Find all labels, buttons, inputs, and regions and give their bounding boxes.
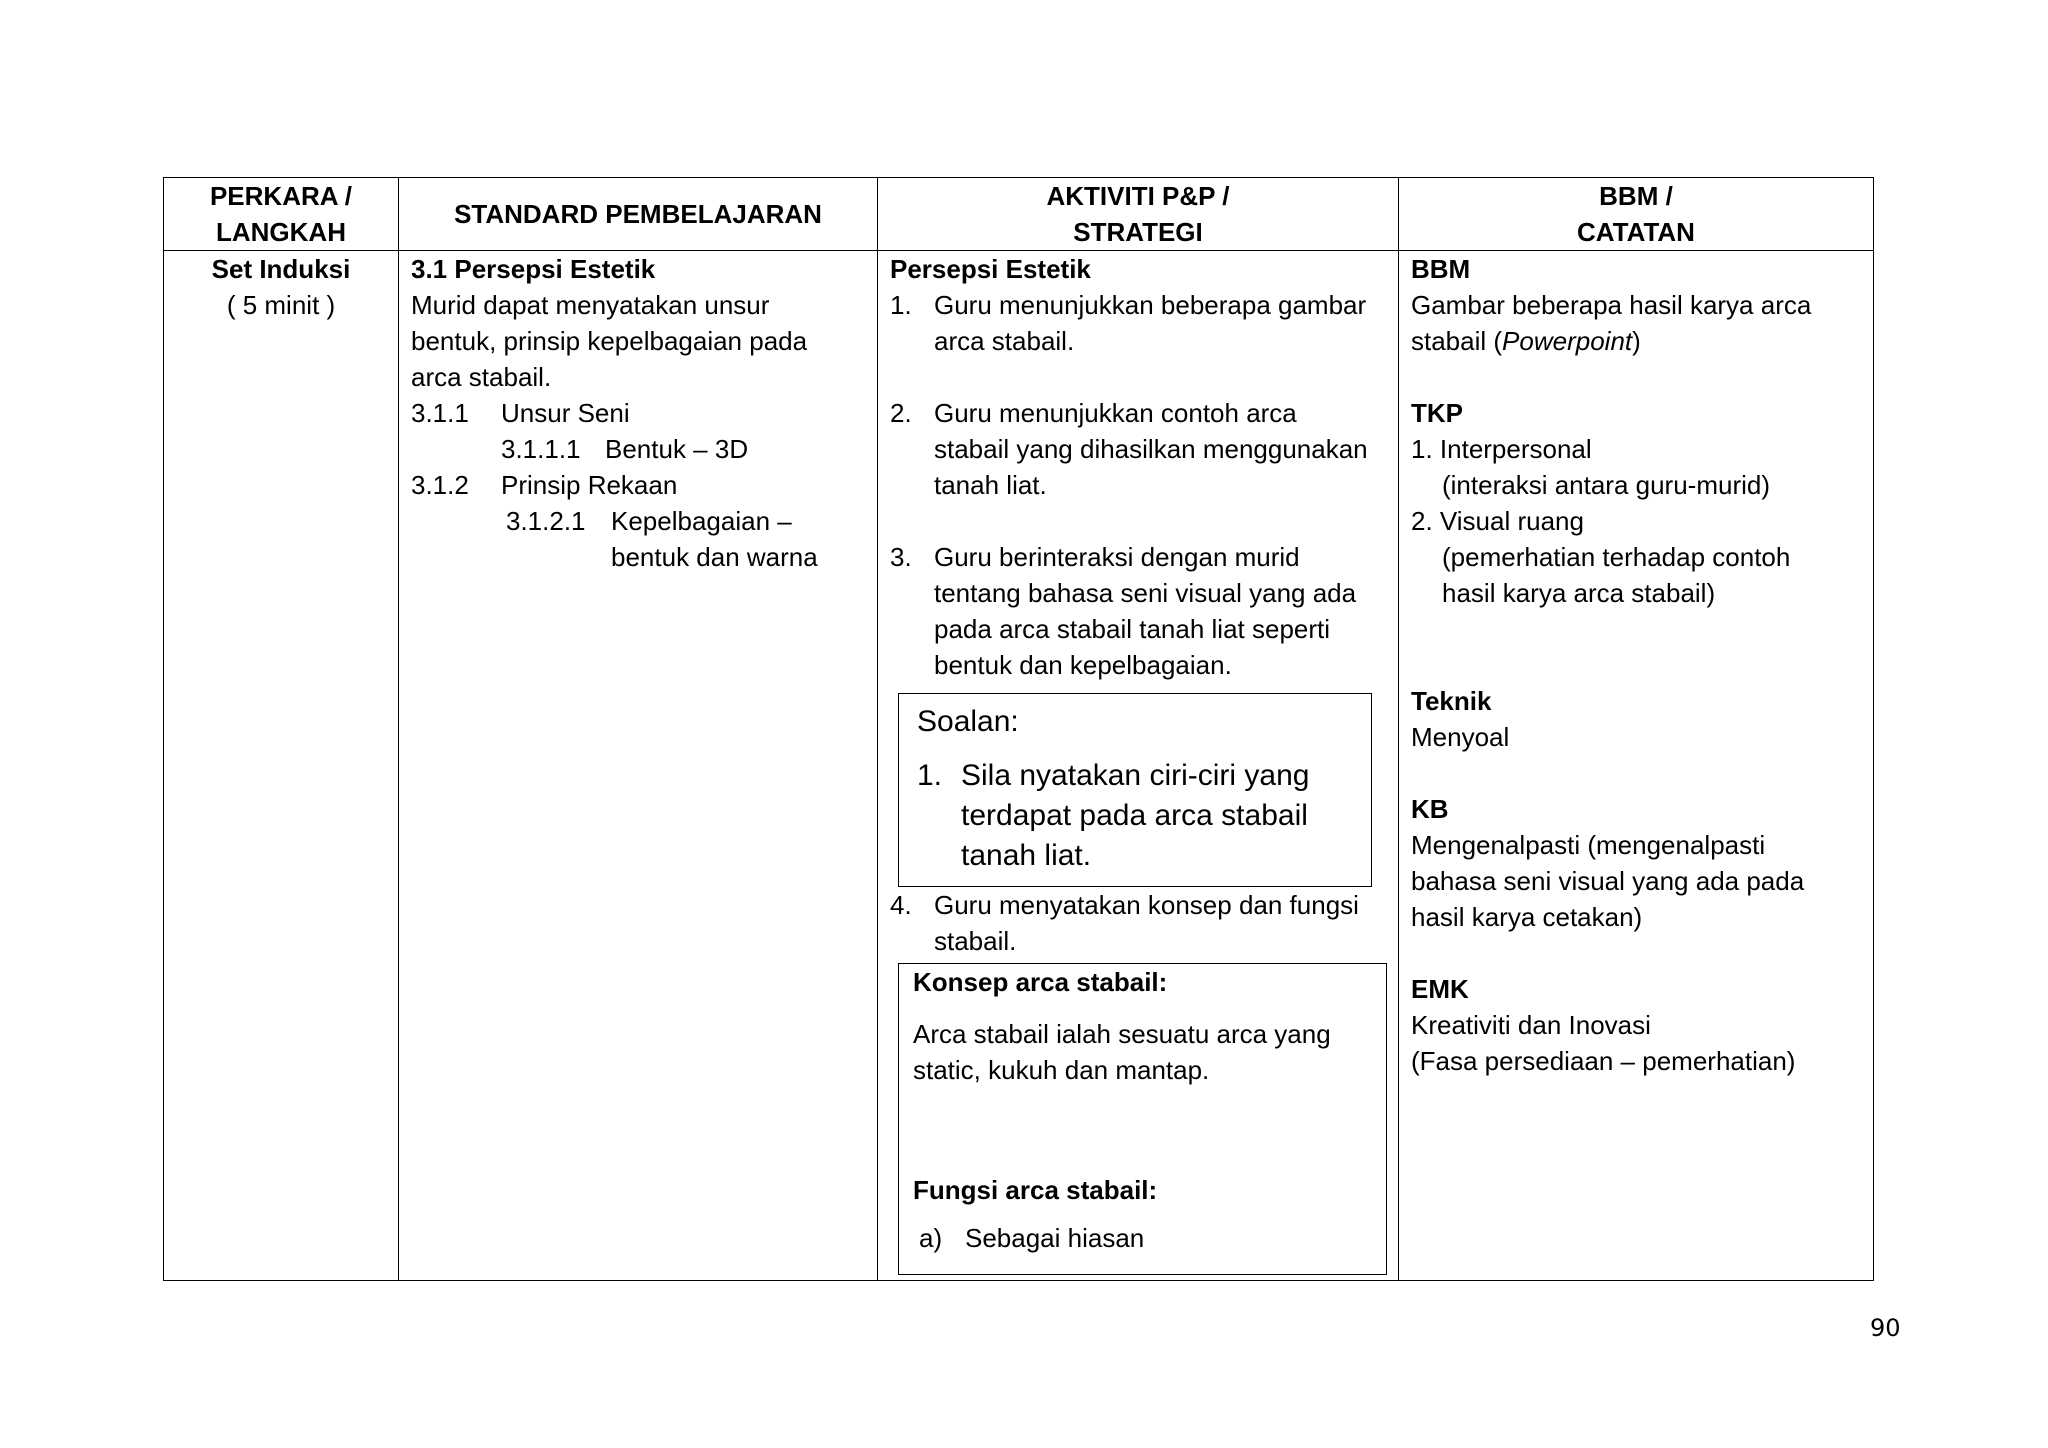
standard-item xyxy=(411,467,865,503)
standard-line: arca stabail. xyxy=(411,362,552,392)
tkp-line: 1. Interpersonal xyxy=(1411,434,1592,464)
step-line: stabail. xyxy=(934,926,1017,956)
standard-item xyxy=(411,395,865,431)
standard-item-text: Kepelbagaian – xyxy=(611,506,792,536)
header-aktiviti xyxy=(878,178,1399,251)
question-item xyxy=(917,756,1353,876)
standard-item-num: 3.1.2.1 xyxy=(506,506,586,536)
concept-box xyxy=(898,963,1387,1275)
kb-title: KB xyxy=(1411,794,1449,824)
header-standard xyxy=(399,178,878,251)
bbm-line-text: ) xyxy=(1632,326,1641,356)
concept-line: static, kukuh dan mantap. xyxy=(913,1055,1210,1085)
question-line: Sila nyatakan ciri-ciri yang xyxy=(961,759,1310,792)
question-number: 1. xyxy=(917,759,943,792)
header-bbm-line1: BBM / xyxy=(1599,181,1673,211)
standard-item xyxy=(411,539,865,575)
header-perkara xyxy=(164,178,399,251)
step-number: 3. xyxy=(890,542,912,572)
standard-item-text: bentuk dan warna xyxy=(611,542,818,572)
step-text xyxy=(934,395,1390,503)
aktiviti-step-1 xyxy=(890,287,1390,359)
emk-title: EMK xyxy=(1411,974,1469,1004)
step-text xyxy=(934,287,1390,359)
fungsi-item-label: a) xyxy=(919,1223,943,1253)
standard-line: Murid dapat menyatakan unsur xyxy=(411,290,770,320)
lesson-plan-table xyxy=(163,177,1874,1281)
tkp-line: hasil karya arca stabail) xyxy=(1442,578,1716,608)
aktiviti-heading: Persepsi Estetik xyxy=(890,254,1091,284)
question-title: Soalan: xyxy=(917,705,1019,738)
standard-item-text: Bentuk – 3D xyxy=(605,434,749,464)
tkp-line: 2. Visual ruang xyxy=(1411,506,1584,536)
tkp-line: (pemerhatian terhadap contoh xyxy=(1442,542,1791,572)
fungsi-item xyxy=(913,1220,1372,1256)
standard-item-num: 3.1.2 xyxy=(411,470,469,500)
step-line: Guru berinteraksi dengan murid xyxy=(934,542,1300,572)
step-number: 2. xyxy=(890,398,912,428)
page-number: 90 xyxy=(1870,1314,1901,1342)
bbm-line-text: stabail ( xyxy=(1411,326,1503,356)
header-perkara-line2: LANGKAH xyxy=(216,217,346,247)
perkara-cell xyxy=(164,251,399,1281)
step-text xyxy=(934,539,1390,683)
aktiviti-step-2 xyxy=(890,395,1390,503)
step-line: tanah liat. xyxy=(934,470,1047,500)
standard-item-text: Unsur Seni xyxy=(501,398,630,428)
spacer xyxy=(890,359,1390,395)
concept-line: Arca stabail ialah sesuatu arca yang xyxy=(913,1019,1331,1049)
tkp-line: (interaksi antara guru-murid) xyxy=(1442,470,1771,500)
step-line: stabail yang dihasilkan menggunakan xyxy=(934,434,1368,464)
step-title: Set Induksi xyxy=(211,254,351,284)
question-box xyxy=(898,693,1372,887)
standard-item-num: 3.1.1 xyxy=(411,398,469,428)
step-number: 1. xyxy=(890,290,912,320)
header-bbm xyxy=(1399,178,1874,251)
step-line: Guru menunjukkan contoh arca xyxy=(934,398,1297,428)
question-line: terdapat pada arca stabail xyxy=(961,799,1308,832)
spacer xyxy=(890,503,1390,539)
header-aktiviti-line1: AKTIVITI P&P / xyxy=(1046,181,1230,211)
step-line: bentuk dan kepelbagaian. xyxy=(934,650,1232,680)
header-row xyxy=(164,178,1874,251)
header-perkara-line1: PERKARA / xyxy=(209,181,353,211)
step-line: Guru menunjukkan beberapa gambar xyxy=(934,290,1367,320)
emk-line: (Fasa persediaan – pemerhatian) xyxy=(1411,1046,1796,1076)
aktiviti-step-3 xyxy=(890,539,1390,683)
step-duration: ( 5 minit ) xyxy=(226,290,336,320)
step-line: arca stabail. xyxy=(934,326,1075,356)
content-row xyxy=(164,251,1874,1281)
aktiviti-steps xyxy=(890,287,1390,683)
step-line: Guru menyatakan konsep dan fungsi xyxy=(934,890,1359,920)
bbm-line-italic: Powerpoint xyxy=(1502,326,1633,356)
step-text xyxy=(934,887,1390,959)
standard-item-num: 3.1.1.1 xyxy=(501,434,581,464)
standard-item xyxy=(411,503,865,539)
standard-item xyxy=(411,431,865,467)
bbm-cell xyxy=(1399,251,1874,1281)
teknik-line: Menyoal xyxy=(1411,722,1510,752)
kb-line: bahasa seni visual yang ada pada xyxy=(1411,866,1805,896)
step-line: tentang bahasa seni visual yang ada xyxy=(934,578,1357,608)
question-text xyxy=(961,756,1309,876)
fungsi-item-text: Sebagai hiasan xyxy=(965,1223,1145,1253)
standard-cell xyxy=(399,251,878,1281)
question-line: tanah liat. xyxy=(961,839,1092,872)
header-bbm-line2: CATATAN xyxy=(1577,217,1695,247)
kb-line: hasil karya cetakan) xyxy=(1411,902,1643,932)
bbm-line xyxy=(1411,323,1861,359)
standard-item-text: Prinsip Rekaan xyxy=(501,470,678,500)
standard-heading: 3.1 Persepsi Estetik xyxy=(411,254,656,284)
kb-line: Mengenalpasti (mengenalpasti xyxy=(1411,830,1766,860)
step-number: 4. xyxy=(890,890,912,920)
aktiviti-step-4 xyxy=(890,887,1390,959)
emk-line: Kreativiti dan Inovasi xyxy=(1411,1010,1651,1040)
concept-title: Konsep arca stabail: xyxy=(913,967,1168,997)
bbm-title: BBM xyxy=(1411,254,1471,284)
header-aktiviti-line2: STRATEGI xyxy=(1073,217,1203,247)
header-standard-label: STANDARD PEMBELAJARAN xyxy=(454,199,822,229)
teknik-title: Teknik xyxy=(1411,686,1492,716)
standard-line: bentuk, prinsip kepelbagaian pada xyxy=(411,326,808,356)
aktiviti-cell xyxy=(878,251,1399,1281)
tkp-title: TKP xyxy=(1411,398,1463,428)
aktiviti-steps-cont xyxy=(890,887,1390,959)
bbm-line: Gambar beberapa hasil karya arca xyxy=(1411,290,1812,320)
step-line: pada arca stabail tanah liat seperti xyxy=(934,614,1331,644)
fungsi-title: Fungsi arca stabail: xyxy=(913,1175,1158,1205)
